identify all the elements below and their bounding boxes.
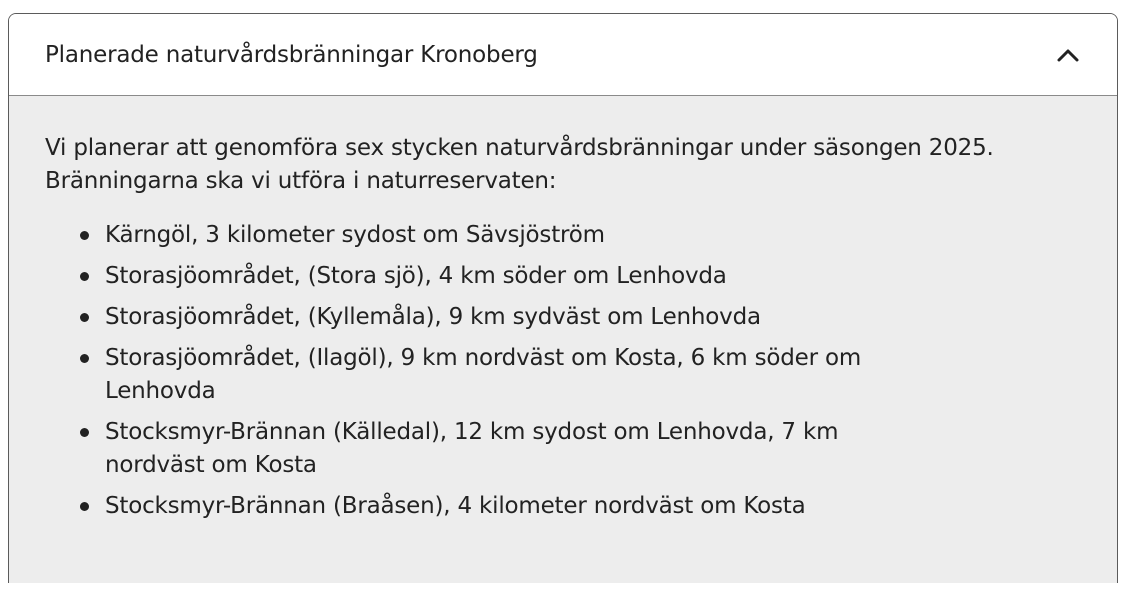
accordion-header[interactable] [9,14,1117,96]
list-item: Stocksmyr-Brännan (Braåsen), 4 kilometer nordväst om Kosta [105,490,865,523]
chevron-up-icon[interactable] [1055,42,1081,68]
accordion-panel [8,13,1118,583]
reserve-list [45,219,1081,523]
list-item: Kärngöl, 3 kilometer sydost om Sävsjöström [105,219,865,252]
accordion-content [9,96,1117,523]
accordion-title: Planerade naturvårdsbränningar Kronoberg [45,41,538,68]
list-item: Storasjöområdet, (Kyllemåla), 9 km sydväst om Lenhovda [105,301,865,334]
list-item: Storasjöområdet, (Stora sjö), 4 km söder om Lenhovda [105,260,865,293]
intro-line-1: Vi planerar att genomföra sex stycken naturvårdsbränningar under säsongen 2025. [45,135,994,161]
list-item: Storasjöområdet, (Ilagöl), 9 km nordväst om Kosta, 6 km söder om Lenhovda [105,342,865,408]
intro-line-2: Bränningarna ska vi utföra i naturreservaten: [45,168,557,194]
intro-text [45,132,1045,198]
list-item: Stocksmyr-Brännan (Källedal), 12 km sydost om Lenhovda, 7 km nordväst om Kosta [105,416,865,482]
